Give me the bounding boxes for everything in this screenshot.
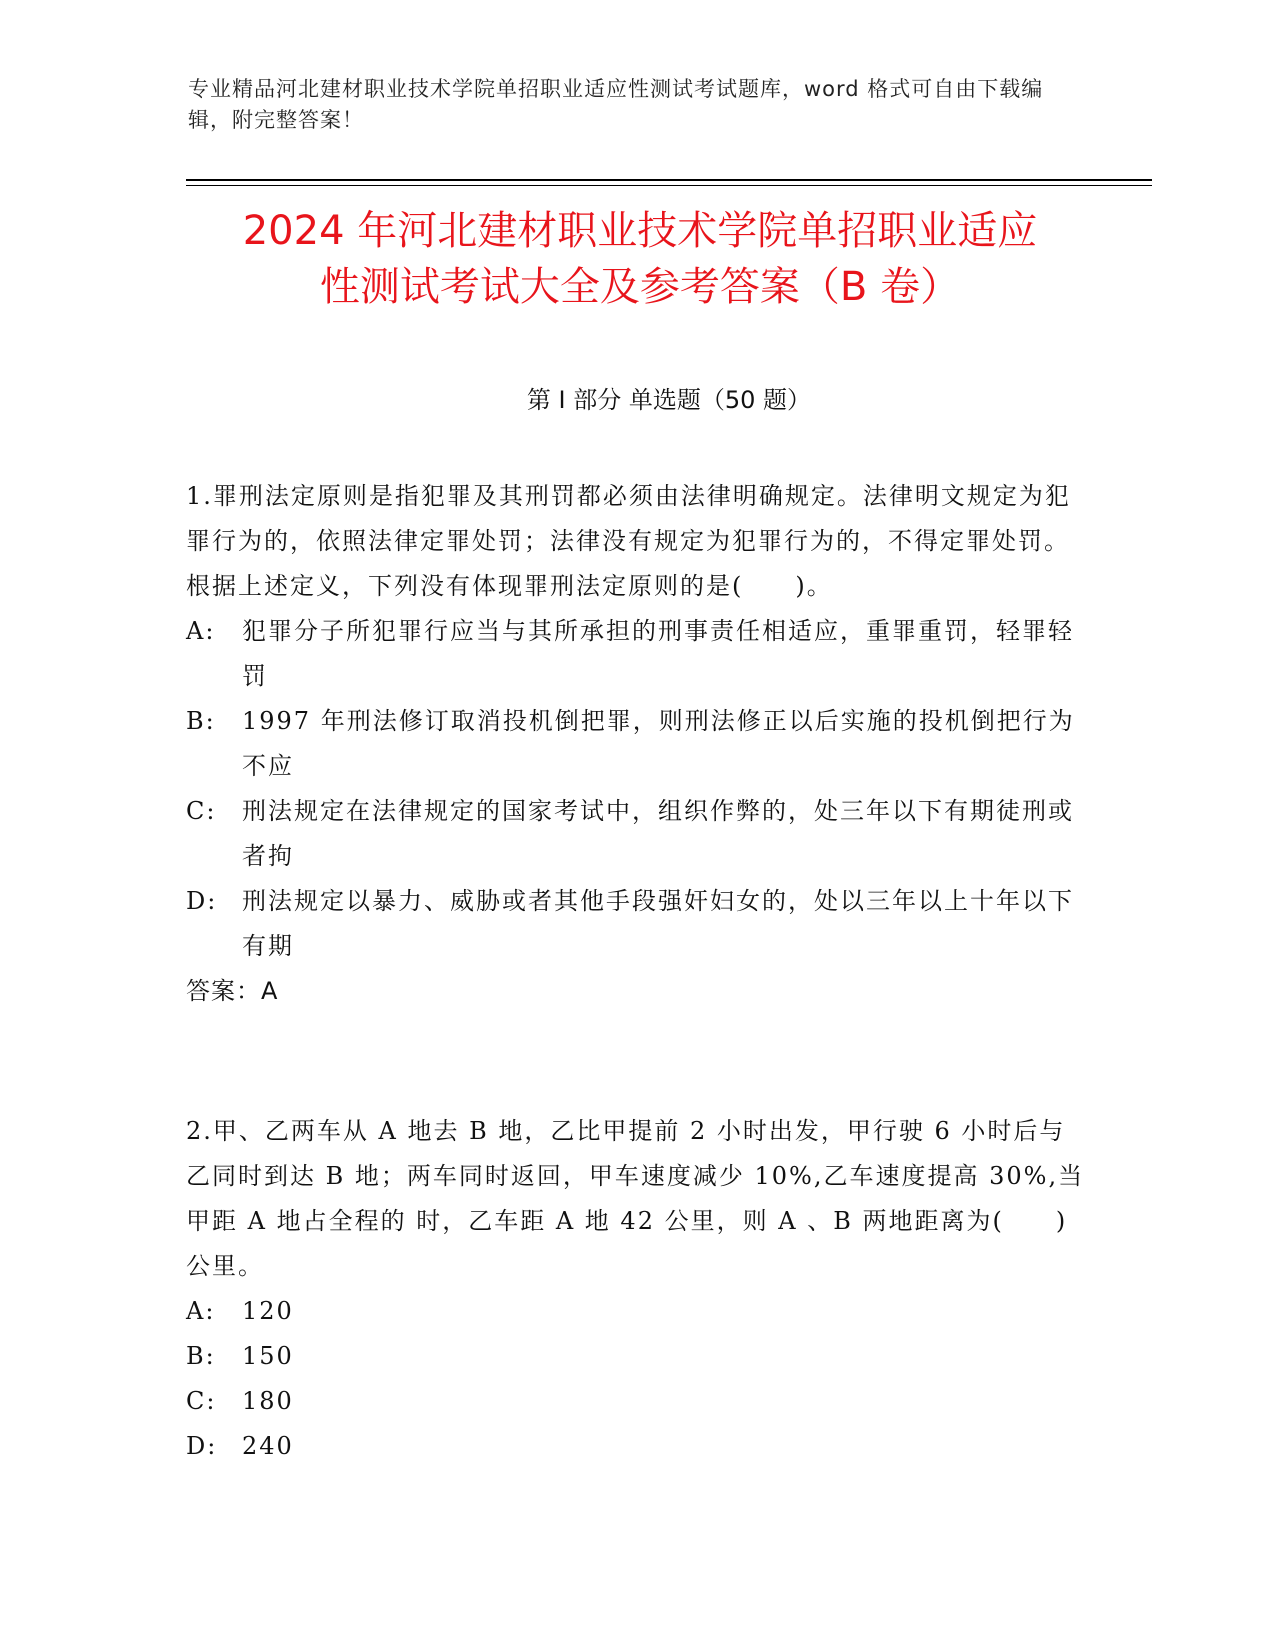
option-b bbox=[186, 699, 1086, 789]
question-1 bbox=[186, 474, 1086, 1014]
option-c bbox=[186, 789, 1086, 879]
option-text: 刑法规定在法律规定的国家考试中，组织作弊的，处三年以下有期徒刑或者拘 bbox=[242, 797, 1074, 870]
option-label: B: bbox=[186, 1342, 216, 1370]
option-d bbox=[186, 879, 1086, 969]
option-b bbox=[186, 1334, 1086, 1379]
header-rule-thick bbox=[186, 179, 1152, 181]
section-title: 第 I 部分 单选题（50 题） bbox=[526, 386, 812, 414]
option-text: 240 bbox=[242, 1432, 294, 1460]
option-text: 犯罪分子所犯罪行应当与其所承担的刑事责任相适应，重罪重罚，轻罪轻罚 bbox=[242, 617, 1074, 690]
option-c bbox=[186, 1379, 1086, 1424]
document-title-line2: 性测试考试大全及参考答案（B 卷） bbox=[319, 264, 961, 310]
option-a bbox=[186, 1289, 1086, 1334]
option-label: D: bbox=[186, 887, 218, 915]
document-title bbox=[160, 203, 1120, 315]
header-rule-thin bbox=[186, 185, 1152, 186]
option-label: B: bbox=[186, 707, 216, 735]
question-2 bbox=[186, 1109, 1086, 1469]
option-text: 120 bbox=[242, 1297, 294, 1325]
option-text: 150 bbox=[242, 1342, 294, 1370]
option-label: A: bbox=[186, 617, 216, 645]
option-label: C: bbox=[186, 797, 217, 825]
document-title-line1: 2024 年河北建材职业技术学院单招职业适应 bbox=[242, 208, 1038, 254]
option-label: D: bbox=[186, 1432, 218, 1460]
option-label: A: bbox=[186, 1297, 216, 1325]
option-text: 180 bbox=[242, 1387, 294, 1415]
answer-line: 答案：A bbox=[186, 977, 279, 1005]
option-label: C: bbox=[186, 1387, 217, 1415]
question-stem: 1.罪刑法定原则是指犯罪及其刑罚都必须由法律明确规定。法律明文规定为犯罪行为的，依照法律定罪处罚；法律没有规定为犯罪行为的，不得定罪处罚。根据上述定义，下列没有体现罪刑法定原则的是( )。 bbox=[186, 482, 1071, 600]
option-a bbox=[186, 609, 1086, 699]
question-stem: 2.甲、乙两车从 A 地去 B 地，乙比甲提前 2 小时出发，甲行驶 6 小时后与乙同时到达 B 地；两车同时返回，甲车速度减少 10%,乙车速度提高 30%,当甲距 A 地占全程的 时，乙车距 A 地 42 公里，则 A 、B 两地距离为( )公里。 bbox=[186, 1117, 1085, 1280]
option-d bbox=[186, 1424, 1086, 1469]
option-text: 1997 年刑法修订取消投机倒把罪，则刑法修正以后实施的投机倒把行为不应 bbox=[242, 707, 1075, 780]
header-note: 专业精品河北建材职业技术学院单招职业适应性测试考试题库，word 格式可自由下载编辑，附完整答案！ bbox=[188, 77, 1044, 132]
option-text: 刑法规定以暴力、威胁或者其他手段强奸妇女的，处以三年以上十年以下有期 bbox=[242, 887, 1074, 960]
